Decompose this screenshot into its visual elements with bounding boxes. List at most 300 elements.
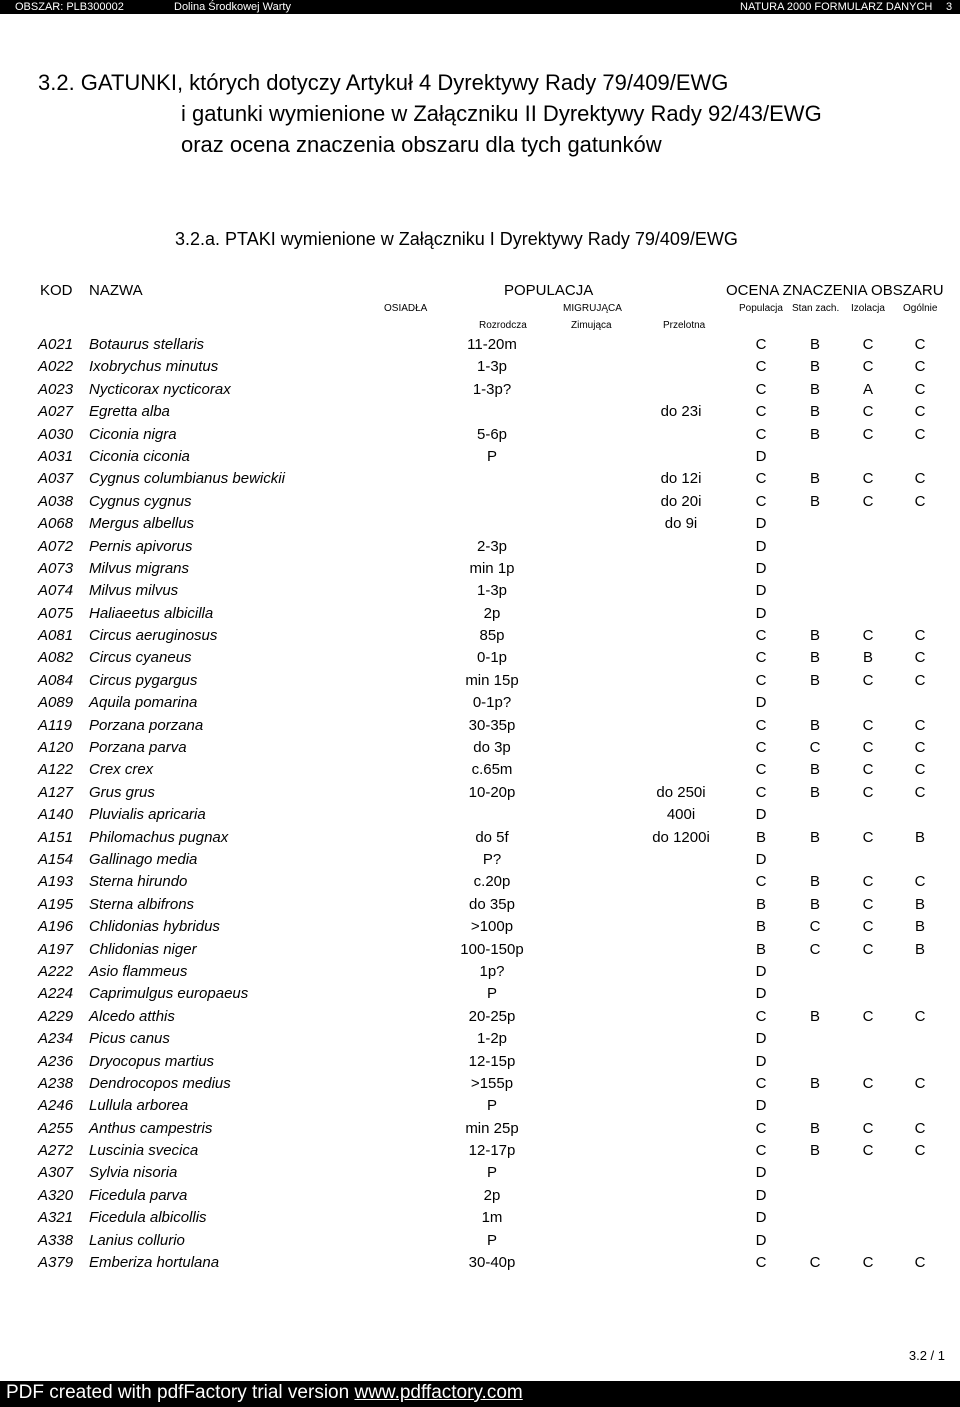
species-name: Sylvia nisoria	[89, 1164, 178, 1182]
table-row	[0, 625, 960, 647]
table-row	[0, 894, 960, 916]
species-name: Ficedula albicollis	[89, 1209, 207, 1227]
form-name: NATURA 2000 FORMULARZ DANYCH	[740, 1, 933, 13]
col-pop-assessment: Populacja	[739, 303, 783, 314]
species-code: A195	[38, 895, 74, 913]
isolation-grade: C	[862, 492, 874, 510]
table-row	[0, 356, 960, 378]
breeding-population: 0-1p	[476, 649, 508, 667]
breeding-population: P	[486, 1231, 498, 1249]
isolation-grade: C	[862, 627, 874, 645]
conservation-grade: B	[809, 828, 821, 846]
passage-population: do 9i	[664, 515, 698, 533]
species-name: Caprimulgus europaeus	[89, 985, 249, 1003]
species-code: A196	[38, 918, 74, 936]
species-name: Porzana porzana	[89, 716, 204, 734]
document-header-bar	[0, 0, 960, 14]
species-code: A238	[38, 1074, 74, 1092]
conservation-grade: B	[809, 380, 821, 398]
overall-grade: C	[914, 716, 926, 734]
species-name: Circus aeruginosus	[89, 627, 218, 645]
table-row	[0, 849, 960, 871]
species-code: A272	[38, 1142, 74, 1160]
species-name: Haliaeetus albicilla	[89, 604, 214, 622]
population-grade: B	[755, 940, 767, 958]
species-name: Emberiza hortulana	[89, 1254, 220, 1272]
species-code: A122	[38, 761, 74, 779]
isolation-grade: C	[862, 358, 874, 376]
table-row	[0, 983, 960, 1005]
species-name: Sterna albifrons	[89, 895, 195, 913]
conservation-grade: C	[809, 1254, 821, 1272]
species-name: Egretta alba	[89, 403, 170, 421]
species-code: A127	[38, 783, 74, 801]
page-number: 3.2 / 1	[908, 1348, 945, 1363]
overall-grade: C	[914, 470, 926, 488]
species-code: A021	[38, 336, 74, 353]
species-name: Crex crex	[89, 761, 154, 779]
population-grade: D	[755, 985, 767, 1003]
breeding-population: do 35p	[469, 895, 515, 913]
table-row	[0, 715, 960, 737]
table-row	[0, 603, 960, 625]
species-name: Ixobrychus minutus	[89, 358, 219, 376]
breeding-population: 1m	[481, 1209, 503, 1227]
isolation-grade: C	[862, 403, 874, 421]
breeding-population: 85p	[479, 627, 505, 645]
table-row	[0, 424, 960, 446]
conservation-grade: B	[809, 492, 821, 510]
table-row	[0, 491, 960, 513]
species-code: A236	[38, 1052, 74, 1070]
species-name: Milvus migrans	[89, 559, 190, 577]
table-row	[0, 670, 960, 692]
species-code: A246	[38, 1097, 74, 1115]
population-grade: C	[755, 783, 767, 801]
species-code: A068	[38, 515, 74, 533]
table-row	[0, 1118, 960, 1140]
population-grade: C	[755, 627, 767, 645]
species-code: A119	[38, 716, 72, 734]
overall-grade: C	[914, 380, 926, 398]
passage-population: do 12i	[660, 470, 702, 488]
passage-population: do 250i	[656, 783, 706, 801]
breeding-population: 30-40p	[468, 1254, 516, 1272]
population-grade: D	[755, 1231, 767, 1249]
breeding-population: 2-3p	[476, 537, 508, 555]
table-row	[0, 961, 960, 983]
subsection-title: 3.2.a. PTAKI wymienione w Załączniku I Dyrektywy Rady 79/409/EWG	[175, 229, 738, 249]
col-kod: KOD	[40, 282, 73, 299]
isolation-grade: C	[862, 873, 874, 891]
species-code: A229	[38, 1007, 74, 1025]
population-grade: C	[755, 739, 767, 757]
overall-grade: C	[914, 739, 926, 757]
overall-grade: C	[914, 1119, 926, 1137]
site-name: Dolina Środkowej Warty	[174, 1, 291, 13]
isolation-grade: C	[862, 783, 874, 801]
breeding-population: do 3p	[473, 739, 511, 757]
population-grade: D	[755, 1209, 767, 1227]
overall-grade: C	[914, 761, 926, 779]
overall-grade: C	[914, 403, 926, 421]
species-code: A193	[38, 873, 74, 891]
breeding-population: 5-6p	[476, 425, 508, 443]
species-code: A072	[38, 537, 74, 555]
species-code: A082	[38, 649, 74, 667]
species-code: A038	[38, 492, 74, 510]
table-row	[0, 916, 960, 938]
species-code: A234	[38, 1030, 74, 1048]
population-grade: C	[755, 1007, 767, 1025]
breeding-population: 1p?	[479, 962, 505, 980]
conservation-grade: B	[809, 336, 821, 353]
conservation-grade: C	[809, 918, 821, 936]
species-name: Philomachus pugnax	[89, 828, 229, 846]
species-name: Milvus milvus	[89, 582, 179, 600]
passage-population: do 1200i	[652, 828, 710, 846]
breeding-population: >155p	[470, 1074, 514, 1092]
table-row	[0, 1207, 960, 1229]
overall-grade: C	[914, 1074, 926, 1092]
population-grade: C	[755, 873, 767, 891]
isolation-grade: C	[862, 828, 874, 846]
table-row	[0, 1028, 960, 1050]
species-name: Chlidonias niger	[89, 940, 197, 958]
population-grade: D	[755, 962, 767, 980]
breeding-population: 2p	[483, 1186, 501, 1204]
species-table	[0, 334, 960, 1274]
overall-grade: B	[914, 828, 926, 846]
footer-link[interactable]: www.pdffactory.com	[354, 1382, 523, 1403]
col-osiadla: OSIADŁA	[384, 303, 428, 314]
header-page-number: 3	[946, 1, 953, 13]
species-code: A320	[38, 1186, 74, 1204]
isolation-grade: C	[862, 761, 874, 779]
conservation-grade: C	[809, 739, 821, 757]
breeding-population: 100-150p	[460, 940, 524, 958]
col-ocena: OCENA ZNACZENIA OBSZARU	[726, 282, 944, 299]
population-grade: D	[755, 1164, 767, 1182]
species-name: Luscinia svecica	[89, 1142, 199, 1160]
conservation-grade: B	[809, 1007, 821, 1025]
species-code: A379	[38, 1254, 74, 1272]
conservation-grade: B	[809, 627, 821, 645]
population-grade: D	[755, 1030, 767, 1048]
breeding-population: c.20p	[473, 873, 511, 891]
table-row	[0, 871, 960, 893]
population-grade: C	[755, 1119, 767, 1137]
species-name: Sterna hirundo	[89, 873, 188, 891]
overall-grade: C	[914, 873, 926, 891]
isolation-grade: B	[862, 649, 874, 667]
isolation-grade: C	[862, 425, 874, 443]
table-row	[0, 1073, 960, 1095]
table-row	[0, 737, 960, 759]
conservation-grade: C	[809, 940, 821, 958]
breeding-population: P	[486, 1097, 498, 1115]
species-code: A321	[38, 1209, 74, 1227]
population-grade: C	[755, 716, 767, 734]
isolation-grade: C	[862, 1074, 874, 1092]
population-grade: C	[755, 470, 767, 488]
species-code: A120	[38, 739, 74, 757]
species-name: Dryocopus martius	[89, 1052, 215, 1070]
population-grade: C	[755, 492, 767, 510]
col-izolacja: Izolacja	[851, 303, 885, 314]
species-code: A030	[38, 425, 74, 443]
col-nazwa: NAZWA	[89, 282, 143, 299]
breeding-population: P	[486, 985, 498, 1003]
breeding-population: 20-25p	[468, 1007, 516, 1025]
species-code: A022	[38, 358, 74, 376]
isolation-grade: C	[862, 739, 874, 757]
species-name: Lullula arborea	[89, 1097, 189, 1115]
species-code: A081	[38, 627, 74, 645]
species-name: Cygnus columbianus bewickii	[89, 470, 285, 488]
species-code: A151	[38, 828, 74, 846]
overall-grade: C	[914, 336, 926, 353]
table-row	[0, 1185, 960, 1207]
species-code: A197	[38, 940, 74, 958]
isolation-grade: C	[862, 895, 874, 913]
population-grade: D	[755, 806, 767, 824]
footer-text: PDF created with pdfFactory trial version	[6, 1382, 355, 1403]
breeding-population: P	[486, 1164, 498, 1182]
table-row	[0, 804, 960, 826]
species-name: Circus pygargus	[89, 671, 198, 689]
population-grade: D	[755, 537, 767, 555]
isolation-grade: C	[862, 671, 874, 689]
conservation-grade: B	[809, 783, 821, 801]
species-code: A031	[38, 447, 74, 465]
population-grade: D	[755, 604, 767, 622]
species-name: Lanius collurio	[89, 1231, 185, 1249]
population-grade: D	[755, 1186, 767, 1204]
isolation-grade: C	[862, 716, 874, 734]
table-row	[0, 334, 960, 356]
population-grade: C	[755, 425, 767, 443]
species-code: A307	[38, 1164, 74, 1182]
species-name: Grus grus	[89, 783, 155, 801]
species-name: Anthus campestris	[89, 1119, 213, 1137]
breeding-population: 1-3p	[476, 582, 508, 600]
table-row	[0, 1051, 960, 1073]
conservation-grade: B	[809, 1119, 821, 1137]
overall-grade: C	[914, 783, 926, 801]
species-name: Circus cyaneus	[89, 649, 192, 667]
species-name: Dendrocopos medius	[89, 1074, 231, 1092]
table-row	[0, 1140, 960, 1162]
species-name: Botaurus stellaris	[89, 336, 205, 353]
breeding-population: P?	[482, 850, 502, 868]
isolation-grade: C	[862, 918, 874, 936]
table-row	[0, 1006, 960, 1028]
breeding-population: 30-35p	[468, 716, 516, 734]
isolation-grade: C	[862, 1254, 874, 1272]
species-code: A074	[38, 582, 74, 600]
species-code: A073	[38, 559, 74, 577]
species-name: Pluvialis apricaria	[89, 806, 206, 824]
breeding-population: 1-2p	[476, 1030, 508, 1048]
breeding-population: P	[486, 447, 498, 465]
breeding-population: 11-20m	[467, 336, 517, 353]
area-code: OBSZAR: PLB300002	[15, 1, 124, 13]
breeding-population: 0-1p?	[472, 694, 512, 712]
isolation-grade: C	[862, 336, 874, 353]
population-grade: D	[755, 582, 767, 600]
species-name: Cygnus cygnus	[89, 492, 192, 510]
breeding-population: 12-17p	[468, 1142, 516, 1160]
population-grade: C	[755, 761, 767, 779]
table-row	[0, 536, 960, 558]
table-row	[0, 782, 960, 804]
table-row	[0, 759, 960, 781]
isolation-grade: C	[862, 1119, 874, 1137]
passage-population: do 20i	[660, 492, 702, 510]
species-code: A089	[38, 694, 74, 712]
breeding-population: 10-20p	[468, 783, 516, 801]
conservation-grade: B	[809, 358, 821, 376]
species-code: A084	[38, 671, 74, 689]
conservation-grade: B	[809, 403, 821, 421]
table-row	[0, 692, 960, 714]
pdf-footer	[0, 1381, 960, 1407]
overall-grade: C	[914, 358, 926, 376]
conservation-grade: B	[809, 470, 821, 488]
population-grade: D	[755, 447, 767, 465]
table-row	[0, 1162, 960, 1184]
species-name: Chlidonias hybridus	[89, 918, 220, 936]
table-row	[0, 379, 960, 401]
isolation-grade: C	[862, 1007, 874, 1025]
population-grade: C	[755, 1254, 767, 1272]
population-grade: C	[755, 671, 767, 689]
breeding-population: min 1p	[469, 559, 515, 577]
col-ogolnie: Ogólnie	[903, 303, 938, 314]
population-grade: B	[755, 918, 767, 936]
conservation-grade: B	[809, 671, 821, 689]
population-grade: D	[755, 1097, 767, 1115]
passage-population: do 23i	[660, 403, 702, 421]
overall-grade: C	[914, 1007, 926, 1025]
conservation-grade: B	[809, 895, 821, 913]
species-name: Asio flammeus	[89, 962, 188, 980]
species-code: A338	[38, 1231, 74, 1249]
section-title-line-1: 3.2. GATUNKI, których dotyczy Artykuł 4 Dyrektywy Rady 79/409/EWG	[38, 70, 729, 95]
col-populacja: POPULACJA	[504, 282, 594, 299]
overall-grade: B	[914, 940, 926, 958]
population-grade: C	[755, 1142, 767, 1160]
species-name: Ficedula parva	[89, 1186, 188, 1204]
species-name: Mergus albellus	[89, 515, 195, 533]
population-grade: D	[755, 694, 767, 712]
col-przelotna: Przelotna	[663, 320, 706, 331]
population-grade: D	[755, 515, 767, 533]
population-grade: C	[755, 1074, 767, 1092]
species-name: Picus canus	[89, 1030, 170, 1048]
breeding-population: min 25p	[465, 1119, 519, 1137]
species-code: A222	[38, 962, 74, 980]
overall-grade: B	[914, 895, 926, 913]
table-row	[0, 401, 960, 423]
table-row	[0, 1252, 960, 1274]
isolation-grade: A	[862, 380, 874, 398]
population-grade: B	[755, 828, 767, 846]
breeding-population: 12-15p	[468, 1052, 516, 1070]
population-grade: C	[755, 403, 767, 421]
overall-grade: C	[914, 649, 926, 667]
overall-grade: C	[914, 1142, 926, 1160]
overall-grade: C	[914, 425, 926, 443]
table-row	[0, 468, 960, 490]
breeding-population: 2p	[483, 604, 501, 622]
section-title-line-2: i gatunki wymienione w Załączniku II Dyrektywy Rady 92/43/EWG	[181, 101, 822, 126]
population-grade: B	[755, 895, 767, 913]
species-name: Nycticorax nycticorax	[89, 380, 231, 398]
table-row	[0, 1230, 960, 1252]
conservation-grade: B	[809, 1074, 821, 1092]
species-code: A154	[38, 850, 74, 868]
breeding-population: 1-3p?	[472, 380, 512, 398]
overall-grade: B	[914, 918, 926, 936]
population-grade: C	[755, 380, 767, 398]
species-code: A255	[38, 1119, 74, 1137]
species-code: A023	[38, 380, 74, 398]
conservation-grade: B	[809, 1142, 821, 1160]
breeding-population: 1-3p	[476, 358, 508, 376]
isolation-grade: C	[862, 470, 874, 488]
overall-grade: C	[914, 1254, 926, 1272]
table-row	[0, 446, 960, 468]
isolation-grade: C	[862, 1142, 874, 1160]
col-zimujaca: Zimująca	[571, 320, 612, 331]
population-grade: D	[755, 1052, 767, 1070]
population-grade: D	[755, 559, 767, 577]
species-name: Alcedo atthis	[89, 1007, 175, 1025]
table-row	[0, 558, 960, 580]
isolation-grade: C	[862, 940, 874, 958]
population-grade: C	[755, 358, 767, 376]
species-name: Pernis apivorus	[89, 537, 193, 555]
col-stan-zach: Stan zach.	[792, 303, 840, 314]
conservation-grade: B	[809, 716, 821, 734]
species-code: A027	[38, 403, 74, 421]
conservation-grade: B	[809, 761, 821, 779]
passage-population: 400i	[666, 806, 696, 824]
table-row	[0, 513, 960, 535]
species-name: Gallinago media	[89, 850, 198, 868]
overall-grade: C	[914, 492, 926, 510]
section-title-line-3: oraz ocena znaczenia obszaru dla tych gatunków	[181, 132, 662, 157]
species-name: Aquila pomarina	[89, 694, 198, 712]
table-row	[0, 827, 960, 849]
conservation-grade: B	[809, 649, 821, 667]
population-grade: D	[755, 850, 767, 868]
breeding-population: >100p	[470, 918, 514, 936]
breeding-population: min 15p	[465, 671, 519, 689]
species-code: A037	[38, 470, 74, 488]
breeding-population: c.65m	[471, 761, 513, 779]
col-rozrodcza: Rozrodcza	[479, 320, 527, 331]
conservation-grade: B	[809, 425, 821, 443]
population-grade: C	[755, 649, 767, 667]
species-code: A075	[38, 604, 74, 622]
species-name: Porzana parva	[89, 739, 187, 757]
species-code: A140	[38, 806, 74, 824]
conservation-grade: B	[809, 873, 821, 891]
species-code: A224	[38, 985, 74, 1003]
